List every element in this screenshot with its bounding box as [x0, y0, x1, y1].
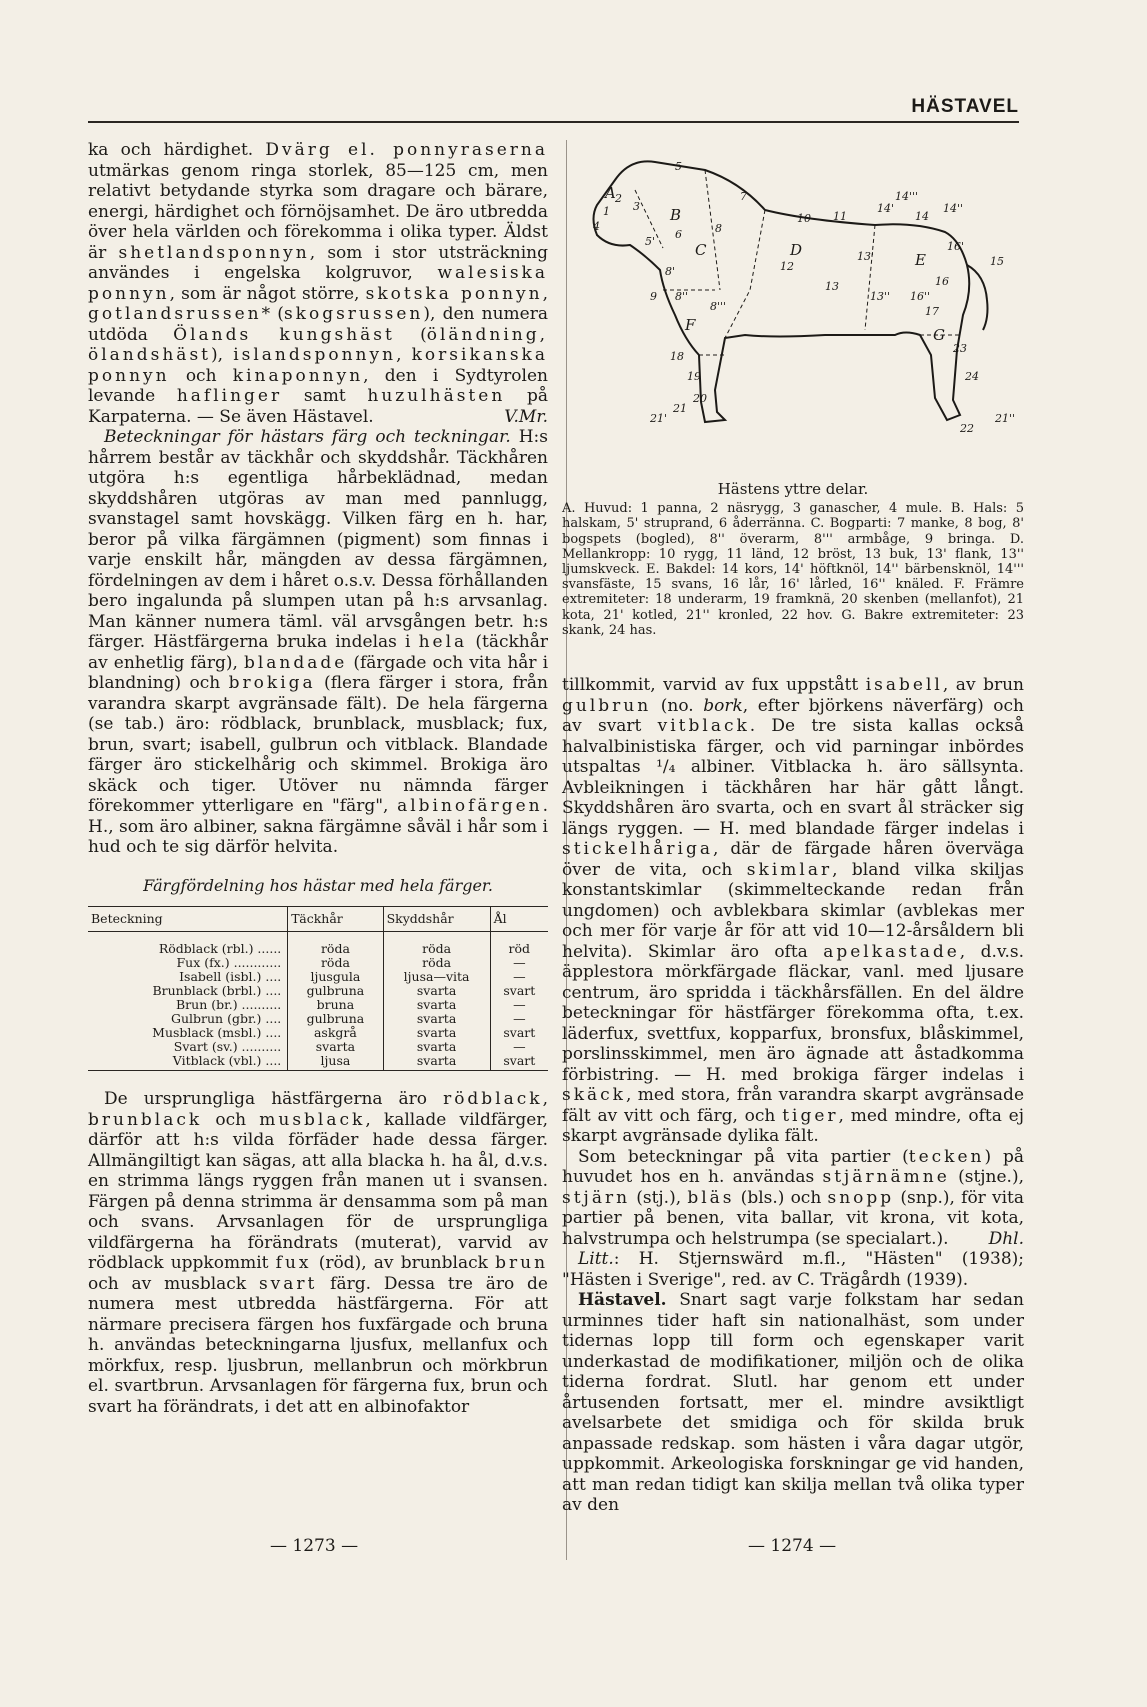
figure-label: 14''' [895, 190, 919, 203]
page-number-left: — 1273 — [270, 1536, 359, 1556]
table-row: Svart (sv.) .......... svarta svarta — [88, 1040, 548, 1054]
figure-label: 8 [715, 222, 722, 235]
paragraph-beteckningar: Beteckningar för hästars färg och teckningar. H:s hårrem består av täckhår och skyddshår. Täckhåren utgöra h:s egentliga hårbeklädnad, medan skyddshåren utgöras av man med pannlugg, svanstagel samt hovskägg. Vilken färg en h. har, beror på vilka färgämnen (pigment) som finnas i varje enskilt hår, mängden av dessa färgämnen, fördelningen av dem i håret o.s.v. Dessa förhållanden bero ingalunda på slumpen utan på h:s arvsanlag. Man känner numera täml. väl arvsgången betr. h:s färger. Hästfärgerna bruka indelas i hela (täckhår av enhetlig färg), blandade (färgade och vita hår i blandning) och brokiga (flera färger i stora, från varandra skarpt avgränsade fält). De hela färgerna (se tab.) äro: rödblack, brunblack, musblack; fux, brun, svart; isabell, gulbrun och vitblack. Blandade färger äro stickelhårig och skimmel. Brokiga äro skäck och tiger. Utöver nu nämnda färger förekommer ytterligare en "färg", albinofärgen. H., som äro albiner, sakna färgämne såväl i hår som i hud och te sig därför helvita. [88, 427, 549, 857]
table-header-cell: Ål [490, 907, 548, 932]
figure-label: 8' [665, 265, 676, 278]
figure-label: 21' [650, 412, 668, 425]
figure-label: 16'' [910, 290, 931, 303]
figure-label: 16' [947, 240, 965, 253]
left-column [88, 140, 548, 1417]
figure-label: 19 [687, 370, 701, 383]
right-column [562, 675, 1024, 1516]
entry-headword: Hästavel. [578, 1290, 667, 1310]
paragraph-ursprungliga: De ursprungliga hästfärgerna äro rödblack, brunblack och musblack, kallade vildfärger, därför att h:s vilda förfäder hade dessa färger. Allmängiltigt kan sägas, att alla blacka h. ha ål, d.v.s. en strimma längs ryggen från manen ut i svansen. Färgen på denna strimma är densamma som på man och svans. Arvsanlagen för de ursprungliga vildfärgerna ha förändrats (muterat), varvid av rödblack uppkommit fux (röd), av brunblack brun och av musblack svart färg. Dessa tre äro de numera mest utbredda hästfärgerna. För att närmare precisera färgen hos fuxfärgade och bruna h. användas beteckningarna ljusfux, mellanfux och mörkfux, resp. ljusbrun, mellanbrun och mörkbrun el. svartbrun. Arvsanlagen för färgerna fux, brun och svart ha förändrats, i det att en albinofaktor [88, 1089, 549, 1417]
figure-label: 15 [990, 255, 1004, 268]
figure-label: 6 [675, 228, 682, 241]
figure-label: 8'' [675, 290, 689, 303]
table-header-cell: Täckhår [288, 907, 383, 932]
author-signature: V.Mr. [504, 406, 548, 427]
figure-label: 13'' [870, 290, 891, 303]
figure-label: 7 [740, 190, 747, 203]
paragraph-tecken: Som beteckningar på vita partier (tecken) på huvudet hos en h. användas stjärnämne (stjne.), stjärn (stj.), bläs (bls.) och snopp (snp.), för vita partier på benen, vita ballar, vit krona, vit kota, halvstrumpa och helstrumpa (se specialart.). Dhl. [562, 1146, 1024, 1249]
horse-diagram [575, 140, 1030, 470]
author-signature: Dhl. [988, 1228, 1024, 1249]
figure-label: 12 [780, 260, 794, 273]
figure-label: 4 [593, 220, 600, 233]
horse-anatomy-figure [575, 140, 1030, 470]
figure-label: 18 [670, 350, 684, 363]
page-number-right: — 1274 — [748, 1536, 837, 1556]
figure-label: C [695, 241, 707, 259]
figure-label: 11 [833, 210, 847, 223]
figure-label: 13 [825, 280, 839, 293]
color-distribution-table [88, 906, 548, 1071]
table-header-cell: Beteckning [88, 907, 288, 932]
figure-label: 10 [797, 212, 811, 225]
figure-label: 14' [877, 202, 895, 215]
table-row: Brunblack (brbl.) .... gulbruna svarta svart [88, 984, 548, 998]
paragraph-dvarg-ponnyraser: ka och härdighet. Dvärg el. ponnyraserna utmärkas genom ringa storlek, 85—125 cm, men relativt betydande styrka som dragare och bärare, energi, härdighet och förnöjsamhet. De äro utbredda över hela världen och förekomma i olika typer. Äldst är shetlandsponnyn, som i stor utsträckning användes i engelska kolgruvor, walesiska ponnyn, som är något större, skotska ponnyn, gotlandsrussen* (skogsrussen), den numera utdöda Ölands kungshäst (öländning, ölandshäst), islandsponnyn, korsikanska ponnyn och kinaponnyn, den i Sydtyrolen levande haflinger samt huzulhästen på Karpaterna. — Se även Hästavel. V.Mr. [88, 140, 548, 427]
figure-label: 22 [960, 422, 974, 435]
paragraph-hastavel: Hästavel. Snart sagt varje folkstam har sedan urminnes tider haft sin nationalhäst, som under tidernas lopp till form och egenskaper varit underkastad de modifikationer, miljön och de olika tiderna fordrat. Slutl. har genom ett under årtusenden fortsatt, mer el. mindre avsiktligt avelsarbete det smidiga och för skilda bruk anpassade redskap. som hästen i våra dagar utgör, uppkommit. Arkeologiska forskningar ge vid handen, att man redan tidigt kan skilja mellan två olika typer av den [562, 1290, 1024, 1515]
header-rule [88, 121, 1019, 123]
figure-label: F [685, 316, 696, 334]
figure-label: 17 [925, 305, 939, 318]
figure-label: 20 [693, 392, 707, 405]
table-row: Rödblack (rbl.) ...... röda röda röd [88, 932, 548, 957]
table-row: Brun (br.) .......... bruna svarta — [88, 998, 548, 1012]
figure-caption-title: Hästens yttre delar. [717, 480, 869, 498]
figure-label: 21'' [995, 412, 1016, 425]
figure-label: D [790, 241, 803, 259]
figure-caption [562, 482, 1024, 638]
figure-label: 23 [953, 342, 967, 355]
paragraph-tillkommit: tillkommit, varvid av fux uppstått isabell, av brun gulbrun (no. bork, efter björkens näverfärg) och av svart vitblack. De tre sista kallas också halvalbinistiska färger, och vid parningar inbördes utspaltas ¹/₄ albiner. Vitblacka h. äro sällsynta. Avbleikningen i täckhåren har här gått långt. Skyddshåren äro svarta, och en svart ål sträcker sig längs ryggen. — H. med blandade färger indelas i stickelhåriga, där de färgade håren överväga över de vita, och skimlar, bland vilka skiljas konstantskimlar (skimmelteckande redan från ungdomen) och avblekbara skimlar (avblekas mer och mer för varje år för att vid 10—12-årsåldern bli helvita). Skimlar äro ofta apelkastade, d.v.s. äpplestora mörkfärgade fläckar, vanl. med ljusare centrum, äro spridda i täckhårsfällen. En del äldre beteckningar för hästfärger förekomma ofta, t.ex. läderfux, svettfux, kopparfux, bronsfux, blåskimmel, porslinsskimmel, men äro ägnade att åstadkomma förbistring. — H. med brokiga färger indelas i skäck, med stora, från varandra skarpt avgränsade fält av vitt och färg, och tiger, med mindre, ofta ej skarpt avgränsade dylika fält. [562, 675, 1024, 1146]
figure-label: 1 [603, 205, 610, 218]
figure-label: 14'' [943, 202, 964, 215]
figure-label: 9 [650, 290, 657, 303]
figure-label: 5' [645, 235, 656, 248]
figure-label: E [915, 251, 926, 269]
table-row: Fux (fx.) ............ röda röda — [88, 956, 548, 970]
table-row: Musblack (msbl.) .... askgrå svarta svart [88, 1026, 548, 1040]
figure-label: 16 [935, 275, 949, 288]
table-row: Isabell (isbl.) .... ljusgula ljusa—vita — [88, 970, 548, 984]
figure-label: 2 [615, 192, 622, 205]
figure-label: 5 [675, 160, 682, 173]
figure-label: A [605, 184, 616, 202]
table-caption: Färgfördelning hos hästar med hela färger. [143, 875, 493, 895]
figure-caption-text: A. Huvud: 1 panna, 2 näsrygg, 3 ganascher, 4 mule. B. Hals: 5 halskam, 5' struprand, 6 åderränna. C. Bogparti: 7 manke, 8 bog, 8' bogspets (bogled), 8'' överarm, 8''' armbåge, 9 bringa. D. Mellankropp: 10 rygg, 11 länd, 12 bröst, 13 buk, 13' flank, 13'' ljumskveck. E. Bakdel: 14 kors, 14' höftknöl, 14'' bärbensknöl, 14''' svansfäste, 15 svans, 16 lår, 16' lårled, 16'' knäled. F. Främre extremiteter: 18 underarm, 19 framknä, 20 skenben (mellanfot), 21 kota, 21' kotled, 21'' kronled, 22 hov. G. Bakre extremiteter: 23 skank, 24 has. [562, 501, 1024, 638]
figure-label: 8''' [710, 300, 727, 313]
figure-label: 14 [915, 210, 929, 223]
table-row: Gulbrun (gbr.) .... gulbruna svarta — [88, 1012, 548, 1026]
table-header-cell: Skyddshår [383, 907, 490, 932]
table-row: Vitblack (vbl.) .... ljusa svarta svart [88, 1054, 548, 1071]
figure-label: 21 [673, 402, 687, 415]
paragraph-litteratur: Litt.: H. Stjernswärd m.fl., "Hästen" (1938); "Hästen i Sverige", red. av C. Trägårdh (1939). [562, 1249, 1024, 1290]
figure-label: 3 [633, 200, 640, 213]
entry-headword: Beteckningar för hästars färg och teckningar. [104, 427, 511, 447]
figure-label: B [670, 206, 682, 224]
figure-label: 24 [965, 370, 979, 383]
running-header: HÄSTAVEL [911, 96, 1019, 117]
figure-label: 13' [857, 250, 875, 263]
figure-label: G [933, 326, 945, 344]
